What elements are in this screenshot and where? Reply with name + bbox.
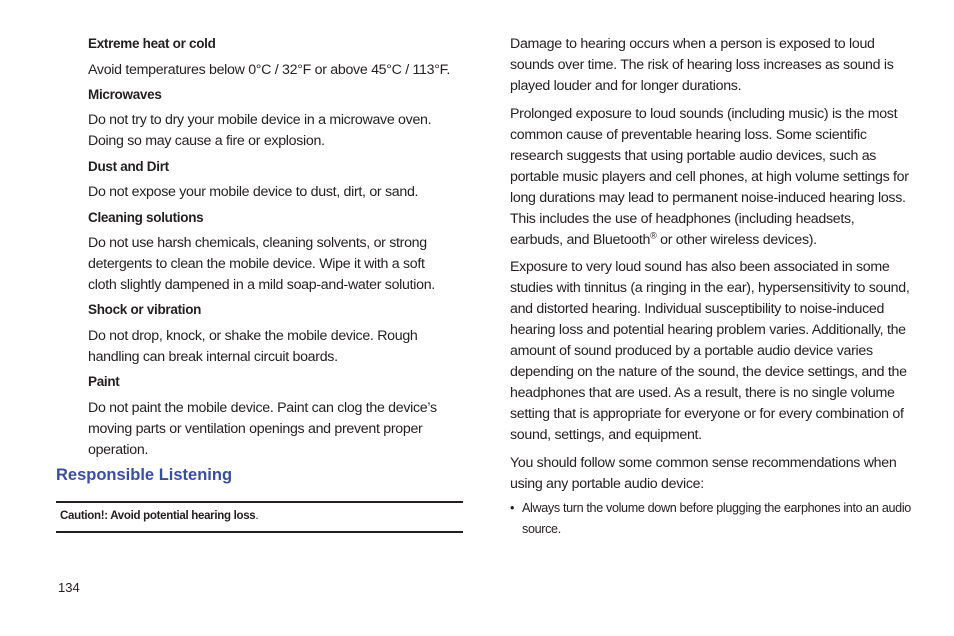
- heading-dust-dirt: Dust and Dirt: [88, 159, 169, 174]
- text-shock-vibration: Do not drop, knock, or shake the mobile device. Rough handling can break internal circuit boards.: [88, 328, 418, 365]
- caution-label: Caution!: Avoid potential hearing loss: [60, 510, 256, 522]
- section-title: Responsible Listening: [56, 466, 233, 484]
- text-paint: Do not paint the mobile device. Paint can clog the device’s moving parts or ventilation openings and prevent proper operation.: [88, 400, 437, 458]
- paragraph-hearing-damage: Damage to hearing occurs when a person is exposed to loud sounds over time. The risk of hearing loss increases as sound is played louder and for longer durations.: [510, 36, 894, 94]
- heading-microwaves: Microwaves: [88, 87, 162, 102]
- bullet-marker: •: [510, 501, 515, 515]
- caution-suffix: .: [255, 510, 259, 522]
- p2-text: Prolonged exposure to loud sounds (including music) is the most common cause of preventable hearing loss. Some scientific research suggests that using portable audio devices, such as portable music players and cell phones, at high volume settings for long durations may lead to permanent noise-induced hearing loss. This includes the use of headphones (including headsets, earbuds, and Bluetooth: [510, 106, 909, 248]
- text-extreme-heat: Avoid temperatures below 0°C / 32°F or above 45°C / 113°F.: [88, 62, 451, 78]
- page-number: 134: [58, 580, 80, 595]
- heading-paint: Paint: [88, 374, 120, 389]
- caution-bottom-rule: [56, 531, 463, 533]
- caution-top-rule: [56, 501, 463, 503]
- text-cleaning-solutions: Do not use harsh chemicals, cleaning solvents, or strong detergents to clean the mobile device. Wipe it with a soft cloth slightly dampened in a mild soap-and-water solution.: [88, 235, 435, 293]
- p2-text-end: or other wireless devices).: [656, 232, 817, 248]
- text-microwaves: Do not try to dry your mobile device in a microwave oven. Doing so may cause a fire or explosion.: [88, 112, 432, 149]
- text-dust-dirt: Do not expose your mobile device to dust, dirt, or sand.: [88, 184, 419, 200]
- heading-shock-vibration: Shock or vibration: [88, 302, 202, 317]
- heading-extreme-heat: Extreme heat or cold: [88, 36, 216, 51]
- paragraph-recommendations: You should follow some common sense recommendations when using any portable audio device:: [510, 455, 897, 492]
- paragraph-loud-sound: Exposure to very loud sound has also been associated in some studies with tinnitus (a ringing in the ear), hypersensitivity to sound, and distorted hearing. Individual susceptibility to noise-induced hearing loss and potential hearing problem varies. Additionally, the amount of sound produced by a portable audio device varies depending on the nature of the sound, the device settings, and the headphones that are used. As a result, there is no single volume setting that is appropriate for everyone or for every combination of sound, settings, and equipment.: [510, 259, 910, 443]
- heading-cleaning-solutions: Cleaning solutions: [88, 210, 204, 225]
- paragraph-prolonged-exposure: [510, 104, 910, 251]
- registered-mark: ®: [650, 230, 657, 241]
- bullet-text: Always turn the volume down before plugging the earphones into an audio source.: [522, 501, 911, 536]
- caution-note: [60, 510, 258, 522]
